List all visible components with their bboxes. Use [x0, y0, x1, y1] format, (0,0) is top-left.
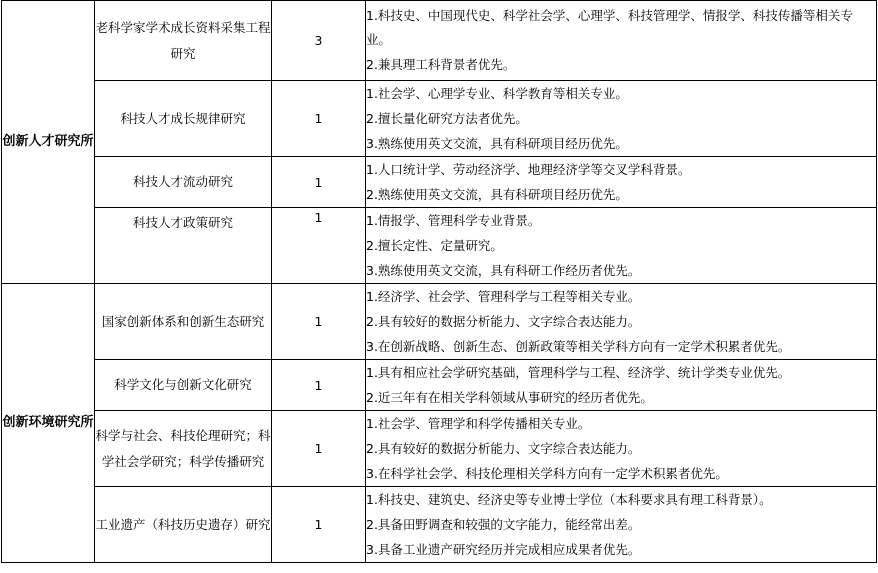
topic-cell: 科学文化与创新文化研究: [95, 360, 272, 411]
table-row: [2, 411, 877, 487]
table-row: [2, 1, 877, 81]
topic-cell: 科技人才成长规律研究: [95, 81, 272, 157]
table-row: [2, 208, 877, 284]
requirement-line: 2.擅长定性、定量研究。: [366, 238, 503, 253]
requirements-cell: [366, 411, 877, 487]
requirement-line: 1.具有相应社会学研究基础，管理科学与工程、经济学、统计学类专业优先。: [366, 365, 791, 380]
count-cell: 1: [272, 284, 366, 360]
requirements-cell: [366, 284, 877, 360]
requirement-line: 3.在科学社会学、科技伦理相关学科方向有一定学术积累者优先。: [366, 466, 728, 481]
requirement-line: 1.情报学、管理科学专业背景。: [366, 213, 541, 228]
requirements-cell: [366, 487, 877, 563]
requirements-cell: [366, 157, 877, 208]
table-row: [2, 360, 877, 411]
department-cell: 创新环境研究所: [2, 284, 95, 563]
topic-cell: 老科学家学术成长资料采集工程研究: [95, 1, 272, 81]
topic-cell: 科技人才流动研究: [95, 157, 272, 208]
requirement-line: 3.在创新战略、创新生态、创新政策等相关学科方向有一定学术积累者优先。: [366, 339, 791, 354]
requirement-line: 3.熟练使用英文交流，具有科研项目经历优先。: [366, 136, 628, 151]
topic-cell: 工业遗产（科技历史遗存）研究: [95, 487, 272, 563]
requirements-cell: [366, 81, 877, 157]
requirement-line: 2.擅长量化研究方法者优先。: [366, 111, 528, 126]
requirement-line: 1.社会学、心理学专业、科学教育等相关专业。: [366, 86, 628, 101]
requirement-line: 2.具备田野调查和较强的文字能力，能经常出差。: [366, 517, 641, 532]
count-cell: 1: [272, 487, 366, 563]
requirement-line: 2.具有较好的数据分析能力、文字综合表达能力。: [366, 314, 641, 329]
department-cell: 创新人才研究所: [2, 1, 95, 284]
requirement-line: 1.社会学、管理学和科学传播相关专业。: [366, 416, 591, 431]
requirement-line: 1.科技史、中国现代史、科学社会学、心理学、科技管理学、情报学、科技传播等相关专业。: [366, 8, 853, 47]
count-cell: 1: [272, 411, 366, 487]
requirement-line: 2.熟练使用英文交流，具有科研项目经历优先。: [366, 187, 628, 202]
requirement-line: 1.人口统计学、劳动经济学、地理经济学等交叉学科背景。: [366, 162, 691, 177]
count-cell: 3: [272, 1, 366, 81]
requirements-cell: [366, 1, 877, 81]
recruitment-table: [1, 0, 877, 563]
requirement-line: 2.兼具理工科背景者优先。: [366, 57, 516, 72]
requirements-cell: [366, 208, 877, 284]
topic-cell: 国家创新体系和创新生态研究: [95, 284, 272, 360]
requirement-line: 2.具有较好的数据分析能力、文字综合表达能力。: [366, 441, 641, 456]
requirement-line: 3.熟练使用英文交流，具有科研工作经历者优先。: [366, 263, 641, 278]
table-row: [2, 157, 877, 208]
topic-cell: 科学与社会、科技伦理研究；科学社会学研究；科学传播研究: [95, 411, 272, 487]
count-cell: 1: [272, 208, 366, 284]
requirement-line: 3.具备工业遗产研究经历并完成相应成果者优先。: [366, 542, 641, 557]
requirement-line: 1.经济学、社会学、管理科学与工程等相关专业。: [366, 289, 641, 304]
topic-cell: 科技人才政策研究: [95, 208, 272, 284]
requirement-line: 2.近三年有在相关学科领域从事研究的经历者优先。: [366, 390, 653, 405]
count-cell: 1: [272, 157, 366, 208]
table-row: [2, 487, 877, 563]
table-row: [2, 81, 877, 157]
count-cell: 1: [272, 81, 366, 157]
count-cell: 1: [272, 360, 366, 411]
requirements-cell: [366, 360, 877, 411]
table-row: [2, 284, 877, 360]
requirement-line: 1.科技史、建筑史、经济史等专业博士学位（本科要求具有理工科背景）。: [366, 492, 772, 507]
